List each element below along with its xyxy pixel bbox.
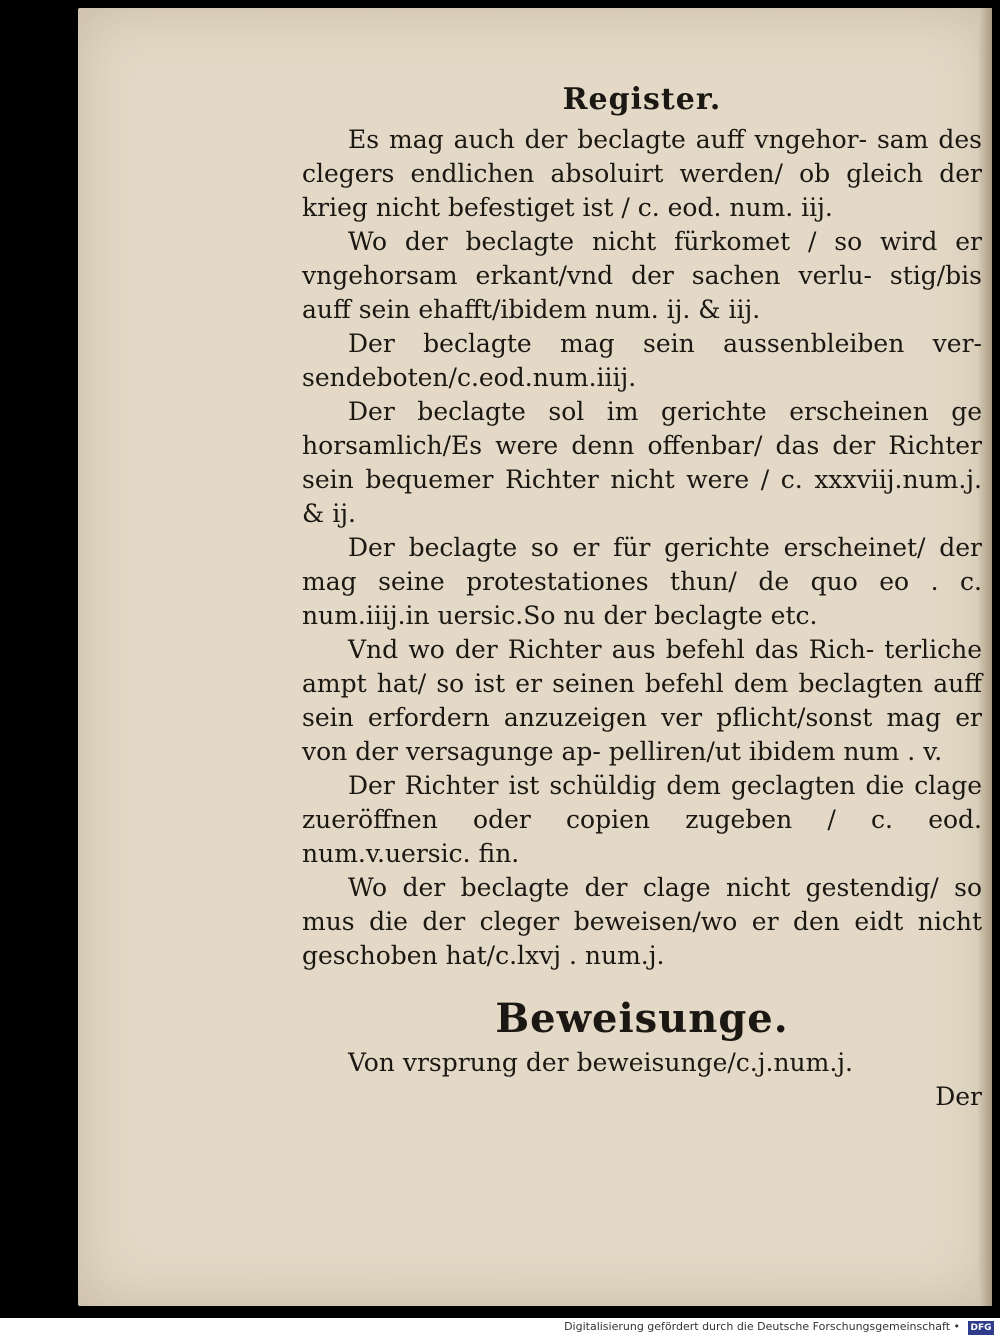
register-entry: Es mag auch der beclagte auff vngehor‑ sam des clegers endlichen absoluirt werden/ ob gleich der krieg nicht befestiget ist / c. eod. num. iij.: [302, 125, 982, 222]
running-header: Register.: [562, 82, 722, 117]
register-entry: Wo der beclagte der clage nicht gestendig/ so mus die der cleger beweisen/wo er den eidt nicht geschoben hat/c.lxvj . num.j.: [302, 873, 982, 970]
dfg-logo: DFG: [968, 1321, 994, 1335]
register-entry: Wo der beclagte nicht fürkomet / so wird er vngehorsam erkant/vnd der sachen verlu‑ stig/bis auff sein ehafft/ibidem num. ij. & iij.: [302, 227, 982, 324]
section-title: Beweisunge.: [495, 995, 789, 1042]
catchword: Der: [935, 1082, 982, 1111]
digitization-credit: Digitalisierung gefördert durch die Deutsche Forschungsgemeinschaft •: [564, 1320, 960, 1333]
section-entry: Von vrsprung der beweisunge/c.j.num.j.: [348, 1048, 854, 1077]
register-entry: Der beclagte mag sein aussenbleiben ver‑ sendeboten/c.eod.num.iiij.: [302, 329, 982, 392]
register-entry: Der beclagte so er für gerichte erscheinet/ der mag seine protestationes thun/ de quo eo . c. num.iiij.in uersic.So nu der beclagte etc.: [302, 533, 982, 630]
register-entry: Vnd wo der Richter aus befehl das Rich‑ terliche ampt hat/ so ist er seinen befehl dem beclagten auff sein erfordern anzuzeigen ver pflicht/sonst mag er von der versagunge ap‑ pelliren/ut ibidem num . v.: [302, 635, 982, 766]
register-entry: Der beclagte sol im gerichte erscheinen ge horsamlich/Es were denn offenbar/ das der Richter sein bequemer Richter nicht were / c. xxxviij.num.j. & ij.: [302, 397, 982, 528]
text-block: [302, 82, 982, 1114]
register-entry: Der Richter ist schüldig dem geclagten die clage zueröffnen oder copien zugeben / c. eod. num.v.uersic. fin.: [302, 771, 982, 868]
